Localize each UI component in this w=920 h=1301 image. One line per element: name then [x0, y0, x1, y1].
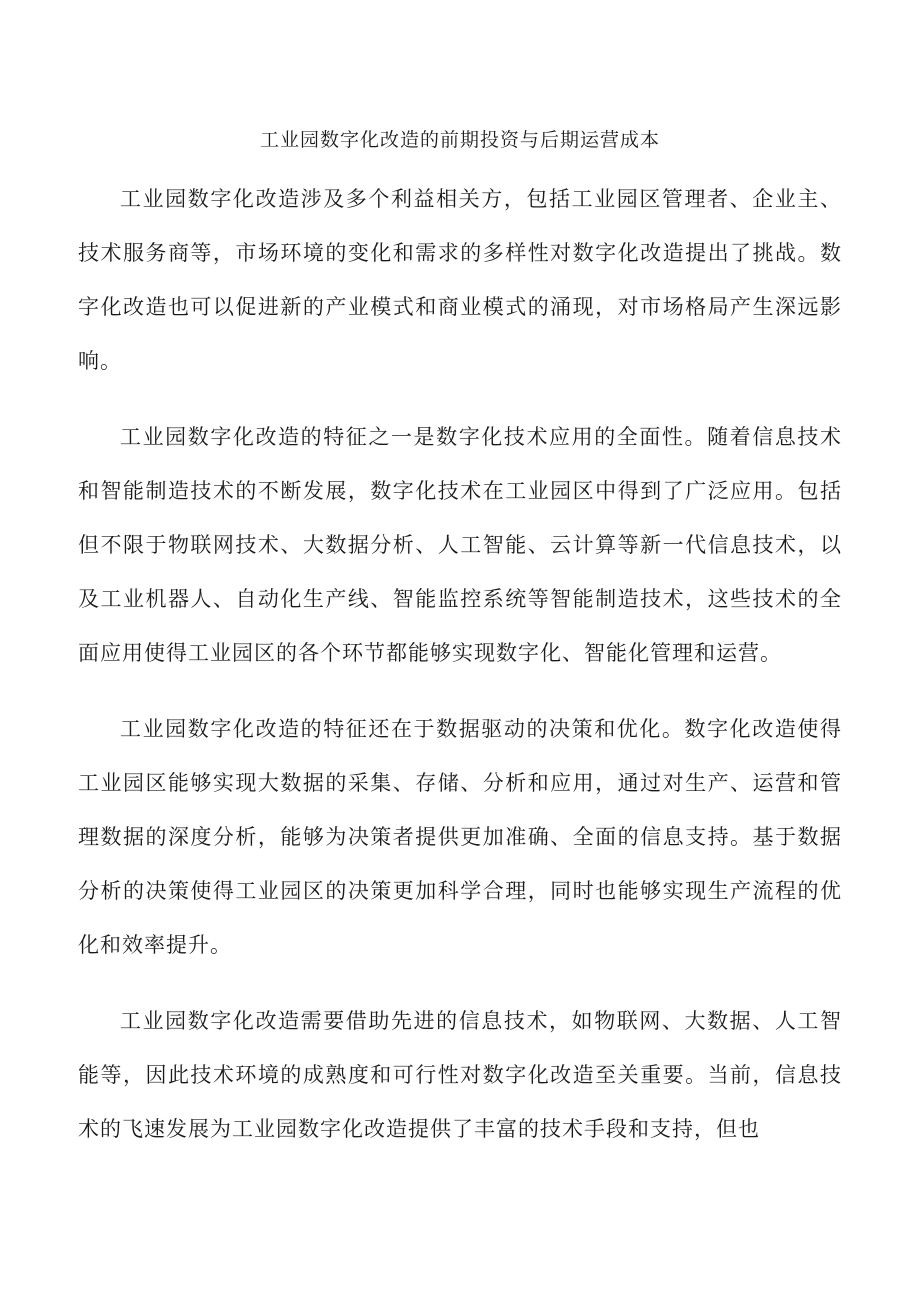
- document-title: 工业园数字化改造的前期投资与后期运营成本: [259, 129, 660, 151]
- paragraph-4: 工业园数字化改造需要借助先进的信息技术，如物联网、大数据、人工智能等，因此技术环境的成熟度和可行性对数字化改造至关重要。当前，信息技术的飞速发展为工业园数字化改造提供了丰富的技术手段和支持，但也: [78, 1009, 842, 1141]
- paragraph-2: 工业园数字化改造的特征之一是数字化技术应用的全面性。随着信息技术和智能制造技术的不断发展，数字化技术在工业园区中得到了广泛应用。包括但不限于物联网技术、大数据分析、人工智能、云计算等新一代信息技术，以及工业机器人、自动化生产线、智能监控系统等智能制造技术，这些技术的全面应用使得工业园区的各个环节都能够实现数字化、智能化管理和运营。: [78, 425, 842, 665]
- paragraph-1: 工业园数字化改造涉及多个利益相关方，包括工业园区管理者、企业主、技术服务商等，市场环境的变化和需求的多样性对数字化改造提出了挑战。数字化改造也可以促进新的产业模式和商业模式的涌现，对市场格局产生深远影响。: [78, 187, 842, 373]
- paragraph-3: 工业园数字化改造的特征还在于数据驱动的决策和优化。数字化改造使得工业园区能够实现大数据的采集、存储、分析和应用，通过对生产、运营和管理数据的深度分析，能够为决策者提供更加准确、全面的信息支持。基于数据分析的决策使得工业园区的决策更加科学合理，同时也能够实现生产流程的优化和效率提升。: [78, 717, 842, 957]
- document-page: [78, 110, 842, 1178]
